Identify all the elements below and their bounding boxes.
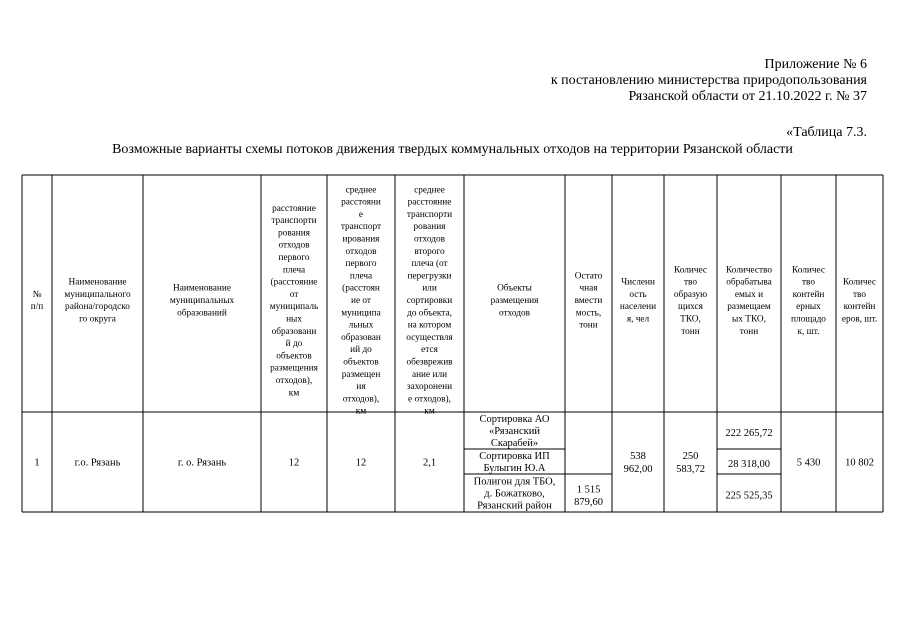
column-header: Количес тво образую щихся ТКО, тонн (673, 265, 708, 337)
population-cell: 538 962,00 (623, 451, 653, 475)
resolution-date-line: Рязанской области от 21.10.2022 г. № 37 (628, 89, 867, 104)
column-header: Численн ость населени я, чел (619, 277, 657, 325)
column-header: Количес тво контейн ерных площадо к, шт. (791, 265, 826, 337)
municipality-cell: г. о. Рязань (177, 457, 227, 469)
waste-object-cell: Сортировка АО «Рязанский Скарабей» (479, 413, 550, 450)
column-header: Наименование муниципального района/городско го округа (64, 277, 131, 325)
column-header: Количество обрабатыва емых и размещаем ых ТКО, тонн (725, 265, 773, 337)
table-header-row (31, 185, 877, 416)
residual-capacity-cell: 1 515 879,60 (574, 484, 603, 508)
column-header: расстояние транспорти рования отходов первого плеча (расстояние от муниципаль ных образовани й до объектов размещения отходов), км (269, 203, 319, 399)
column-header: Объекты размещения отходов (490, 283, 539, 319)
column-header: № п/п (30, 289, 44, 313)
waste-object-cell: Полигон для ТБО, д. Божатково, Рязанский район (473, 476, 556, 512)
distance-first-leg-cell: 12 (288, 457, 300, 469)
resolution-line: к постановлению министерства природопользования (550, 73, 867, 88)
containers-cell: 10 802 (845, 457, 874, 469)
document-title: Возможные варианты схемы потоков движения твердых коммунальных отходов на территории Рязанской области (112, 142, 793, 157)
column-header: Остато чная вмести мость, тонн (574, 271, 603, 331)
container-sites-cell: 5 430 (796, 457, 821, 469)
column-header: среднее расстояние транспорти рования отходов второго плеча (от перегрузки или сортировки до объекта, на котором осуществля ется обезврежив ание или захоронени е отходов), км (406, 185, 453, 417)
appendix-number: Приложение № 6 (764, 57, 867, 72)
processed-tko-cell: 225 525,35 (725, 490, 773, 502)
tko-generated-cell: 250 583,72 (676, 451, 705, 475)
column-header: среднее расстояни е транспорт ирования отходов первого плеча (расстоян ие от муниципа льных образован ий до объектов размещен ия отходов), км (340, 185, 382, 417)
waste-object-cell: Сортировка ИП Булыгин Ю.А (479, 450, 550, 475)
table-label: «Таблица 7.3. (786, 125, 867, 140)
column-header: Наименование муниципальных образований (169, 283, 235, 319)
processed-tko-cell: 28 318,00 (728, 459, 770, 470)
row-number: 1 (34, 457, 40, 469)
table-row (34, 414, 874, 512)
avg-distance-second-leg-cell: 2,1 (422, 457, 437, 469)
column-header: Количес тво контейн еров, шт. (841, 277, 878, 325)
avg-distance-first-leg-cell: 12 (355, 457, 367, 469)
district-cell: г.о. Рязань (74, 457, 121, 469)
processed-tko-cell: 222 265,72 (725, 428, 773, 439)
